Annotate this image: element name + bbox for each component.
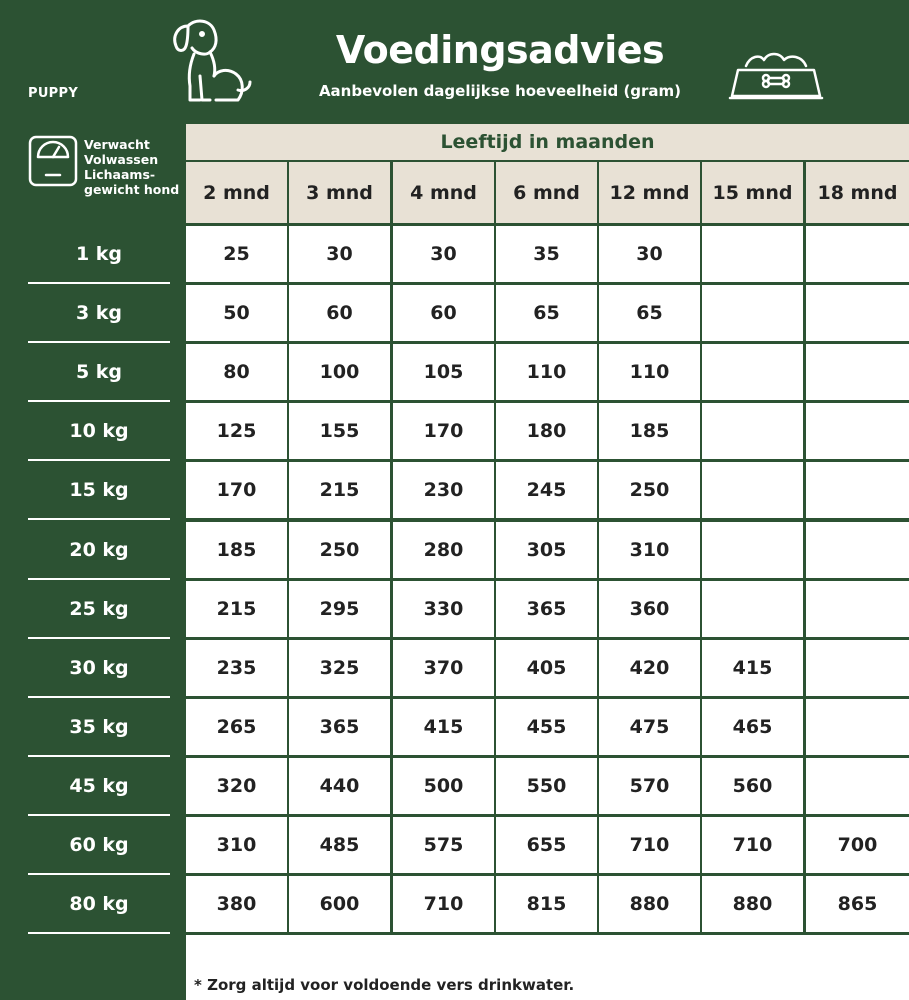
row-divider	[28, 282, 170, 284]
table-cell	[702, 285, 803, 341]
table-cell	[702, 403, 803, 459]
table-cell: 380	[186, 876, 287, 932]
table-cell	[806, 285, 909, 341]
table-cell	[702, 581, 803, 637]
table-cell: 265	[186, 699, 287, 755]
table-cell: 655	[496, 817, 597, 873]
table-cell: 305	[496, 522, 597, 578]
row-divider	[28, 518, 170, 520]
table-cell: 50	[186, 285, 287, 341]
table-cell	[702, 522, 803, 578]
table-cell: 30	[393, 226, 494, 282]
table-cell: 230	[393, 462, 494, 518]
weight-label: 25 kg	[69, 597, 129, 620]
table-cell: 80	[186, 344, 287, 400]
table-cell: 245	[496, 462, 597, 518]
row-divider	[28, 932, 170, 934]
row-divider	[28, 341, 170, 343]
weight-label: 3 kg	[75, 302, 123, 325]
table-cell	[806, 522, 909, 578]
feeding-table	[184, 160, 909, 1000]
table-cell: 125	[186, 403, 287, 459]
table-cell: 405	[496, 640, 597, 696]
table-cell: 365	[496, 581, 597, 637]
table-cell: 100	[289, 344, 390, 400]
table-cell: 250	[599, 462, 700, 518]
table-cell: 35	[496, 226, 597, 282]
row-divider	[28, 578, 170, 580]
row-divider	[28, 696, 170, 698]
table-cell: 185	[599, 403, 700, 459]
table-cell: 475	[599, 699, 700, 755]
table-cell: 360	[599, 581, 700, 637]
row-divider	[28, 814, 170, 816]
table-cell: 710	[702, 817, 803, 873]
table-cell: 180	[496, 403, 597, 459]
column-header: 3 mnd	[289, 162, 390, 223]
row-divider	[28, 637, 170, 639]
table-cell: 415	[702, 640, 803, 696]
table-cell: 710	[393, 876, 494, 932]
row-divider	[28, 755, 170, 757]
table-cell: 250	[289, 522, 390, 578]
table-cell: 370	[393, 640, 494, 696]
weight-label: 1 kg	[75, 243, 123, 265]
weight-header-line: Volwassen	[84, 152, 159, 167]
table-cell: 330	[393, 581, 494, 637]
table-cell: 170	[186, 462, 287, 518]
table-cell: 60	[289, 285, 390, 341]
table-cell	[702, 462, 803, 518]
table-cell: 170	[393, 403, 494, 459]
table-cell: 325	[289, 640, 390, 696]
table-cell: 295	[289, 581, 390, 637]
table-cell	[806, 344, 909, 400]
table-cell: 30	[599, 226, 700, 282]
table-cell	[806, 403, 909, 459]
table-cell: 365	[289, 699, 390, 755]
puppy-label: PUPPY	[28, 86, 79, 101]
table-cell: 465	[702, 699, 803, 755]
column-header: 6 mnd	[496, 162, 597, 223]
weight-label: 20 kg	[69, 538, 129, 561]
table-cell: 500	[393, 758, 494, 814]
row-divider	[28, 400, 170, 402]
table-cell: 700	[806, 817, 909, 873]
food-bowl-icon	[728, 50, 824, 102]
table-cell: 65	[496, 285, 597, 341]
table-cell	[702, 344, 803, 400]
age-header: Leeftijd in maanden	[186, 124, 909, 160]
table-cell: 30	[289, 226, 390, 282]
table-cell: 320	[186, 758, 287, 814]
table-cell: 215	[186, 581, 287, 637]
row-divider	[28, 459, 170, 461]
table-cell: 575	[393, 817, 494, 873]
weight-header-line: Lichaams-	[84, 167, 156, 182]
table-cell: 25	[186, 226, 287, 282]
table-cell	[806, 699, 909, 755]
table-cell	[806, 462, 909, 518]
footnote: * Zorg altijd voor voldoende vers drinkwater.	[194, 976, 575, 994]
table-cell: 155	[289, 403, 390, 459]
weight-label: 45 kg	[69, 774, 129, 797]
weight-header-line: gewicht hond	[84, 182, 180, 197]
table-cell: 710	[599, 817, 700, 873]
weight-label: 35 kg	[69, 715, 129, 738]
table-cell: 280	[393, 522, 494, 578]
table-cell: 185	[186, 522, 287, 578]
row-divider	[28, 873, 170, 875]
table-cell: 440	[289, 758, 390, 814]
table-cell: 415	[393, 699, 494, 755]
table-cell: 420	[599, 640, 700, 696]
table-cell: 570	[599, 758, 700, 814]
table-cell: 880	[599, 876, 700, 932]
table-cell: 550	[496, 758, 597, 814]
column-header: 2 mnd	[186, 162, 287, 223]
weight-label: 30 kg	[69, 656, 129, 679]
table-cell: 485	[289, 817, 390, 873]
column-header: 18 mnd	[806, 162, 909, 223]
weight-label: 60 kg	[69, 834, 129, 856]
table-cell: 560	[702, 758, 803, 814]
table-cell: 65	[599, 285, 700, 341]
page-subtitle: Aanbevolen dagelijkse hoeveelheid (gram)	[318, 82, 682, 100]
table-cell: 310	[186, 817, 287, 873]
column-header: 12 mnd	[599, 162, 700, 223]
table-cell: 310	[599, 522, 700, 578]
column-header: 15 mnd	[702, 162, 803, 223]
table-cell: 600	[289, 876, 390, 932]
dog-icon	[166, 16, 256, 104]
page-title: Voedingsadvies	[335, 28, 665, 72]
table-cell	[806, 758, 909, 814]
column-header: 4 mnd	[393, 162, 494, 223]
weight-label: 80 kg	[69, 893, 129, 916]
table-cell	[806, 640, 909, 696]
table-cell: 235	[186, 640, 287, 696]
table-cell	[806, 581, 909, 637]
weight-label: 10 kg	[69, 420, 129, 443]
weight-header-line: Verwacht	[84, 137, 150, 152]
table-cell: 110	[599, 344, 700, 400]
table-cell: 215	[289, 462, 390, 518]
table-cell	[806, 226, 909, 282]
table-cell: 815	[496, 876, 597, 932]
table-cell: 880	[702, 876, 803, 932]
weight-label: 15 kg	[69, 479, 129, 502]
table-cell: 60	[393, 285, 494, 341]
table-cell: 865	[806, 876, 909, 932]
weight-column-header	[84, 137, 184, 197]
table-cell: 110	[496, 344, 597, 400]
scale-icon	[28, 135, 78, 187]
table-cell	[702, 226, 803, 282]
table-cell: 455	[496, 699, 597, 755]
table-cell: 105	[393, 344, 494, 400]
weight-label: 5 kg	[75, 361, 123, 384]
